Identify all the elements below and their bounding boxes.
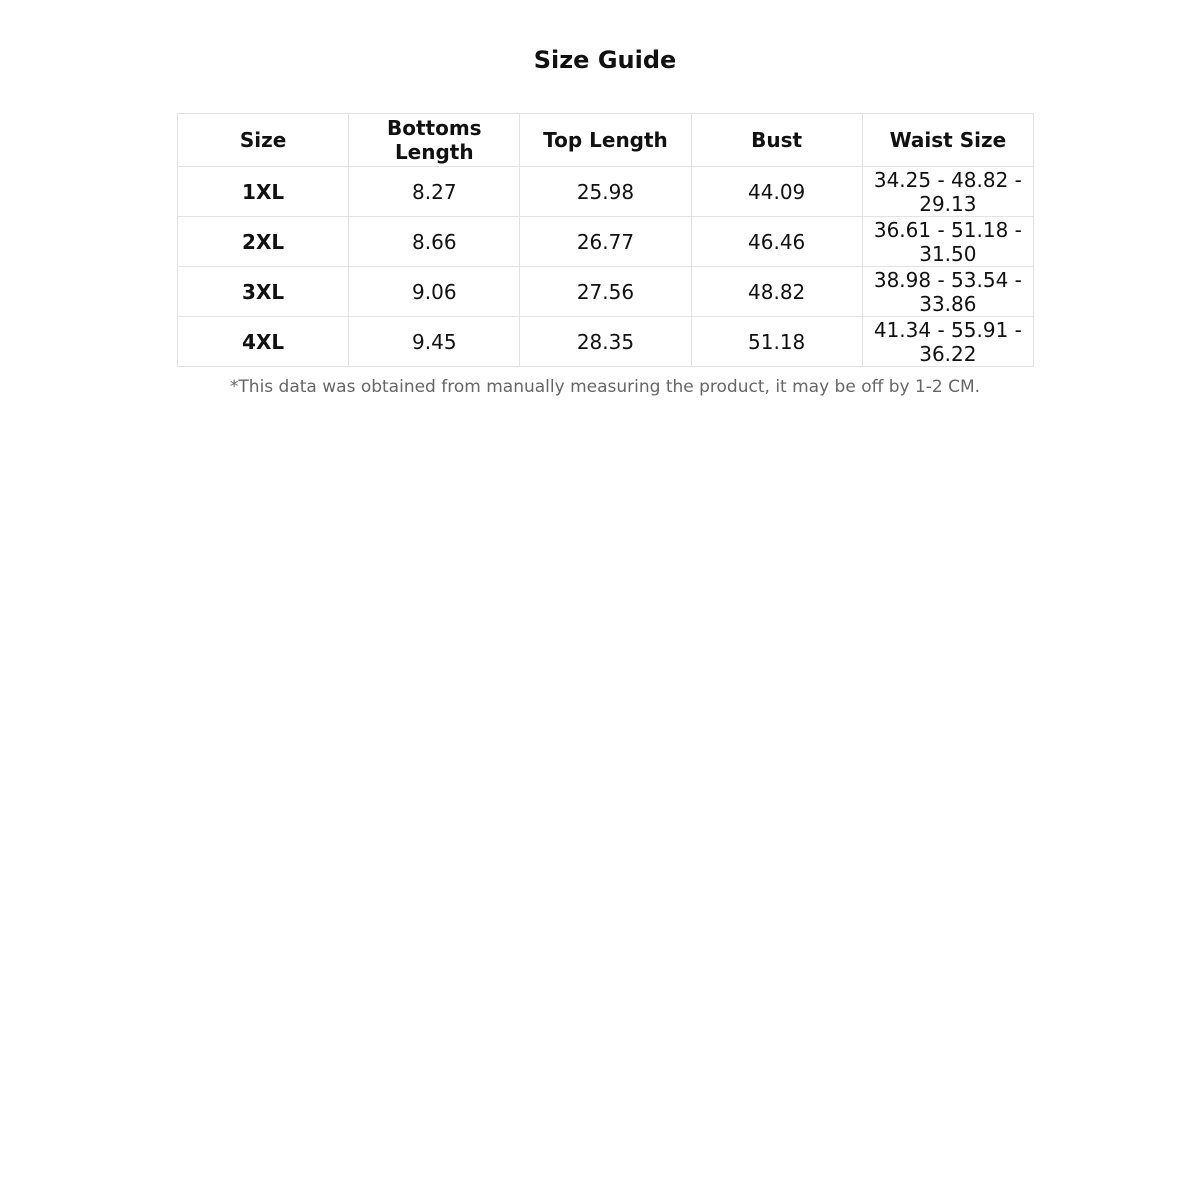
table-row	[178, 317, 1034, 367]
bottoms-length-cell: 9.06	[349, 267, 520, 317]
bust-cell: 44.09	[691, 167, 862, 217]
waist-size-cell: 34.25 - 48.82 - 29.13	[862, 167, 1033, 217]
bottoms-length-cell: 8.66	[349, 217, 520, 267]
size-table	[177, 113, 1034, 367]
size-cell: 2XL	[178, 217, 349, 267]
header-bust: Bust	[691, 114, 862, 167]
top-length-cell: 25.98	[520, 167, 691, 217]
waist-size-cell: 41.34 - 55.91 - 36.22	[862, 317, 1033, 367]
measurement-footnote: *This data was obtained from manually measuring the product, it may be off by 1-2 CM.	[229, 377, 981, 397]
bust-cell: 51.18	[691, 317, 862, 367]
header-bottoms-length: Bottoms Length	[349, 114, 520, 167]
header-waist-size: Waist Size	[862, 114, 1033, 167]
table-row	[178, 167, 1034, 217]
table-row	[178, 267, 1034, 317]
size-cell: 3XL	[178, 267, 349, 317]
waist-size-cell: 36.61 - 51.18 - 31.50	[862, 217, 1033, 267]
table-header-row	[178, 114, 1034, 167]
top-length-cell: 28.35	[520, 317, 691, 367]
size-cell: 1XL	[178, 167, 349, 217]
page-title: Size Guide	[533, 46, 677, 74]
header-size: Size	[178, 114, 349, 167]
bust-cell: 48.82	[691, 267, 862, 317]
table-row	[178, 217, 1034, 267]
top-length-cell: 26.77	[520, 217, 691, 267]
bottoms-length-cell: 8.27	[349, 167, 520, 217]
bottoms-length-cell: 9.45	[349, 317, 520, 367]
waist-size-cell: 38.98 - 53.54 - 33.86	[862, 267, 1033, 317]
header-top-length: Top Length	[520, 114, 691, 167]
top-length-cell: 27.56	[520, 267, 691, 317]
size-cell: 4XL	[178, 317, 349, 367]
bust-cell: 46.46	[691, 217, 862, 267]
